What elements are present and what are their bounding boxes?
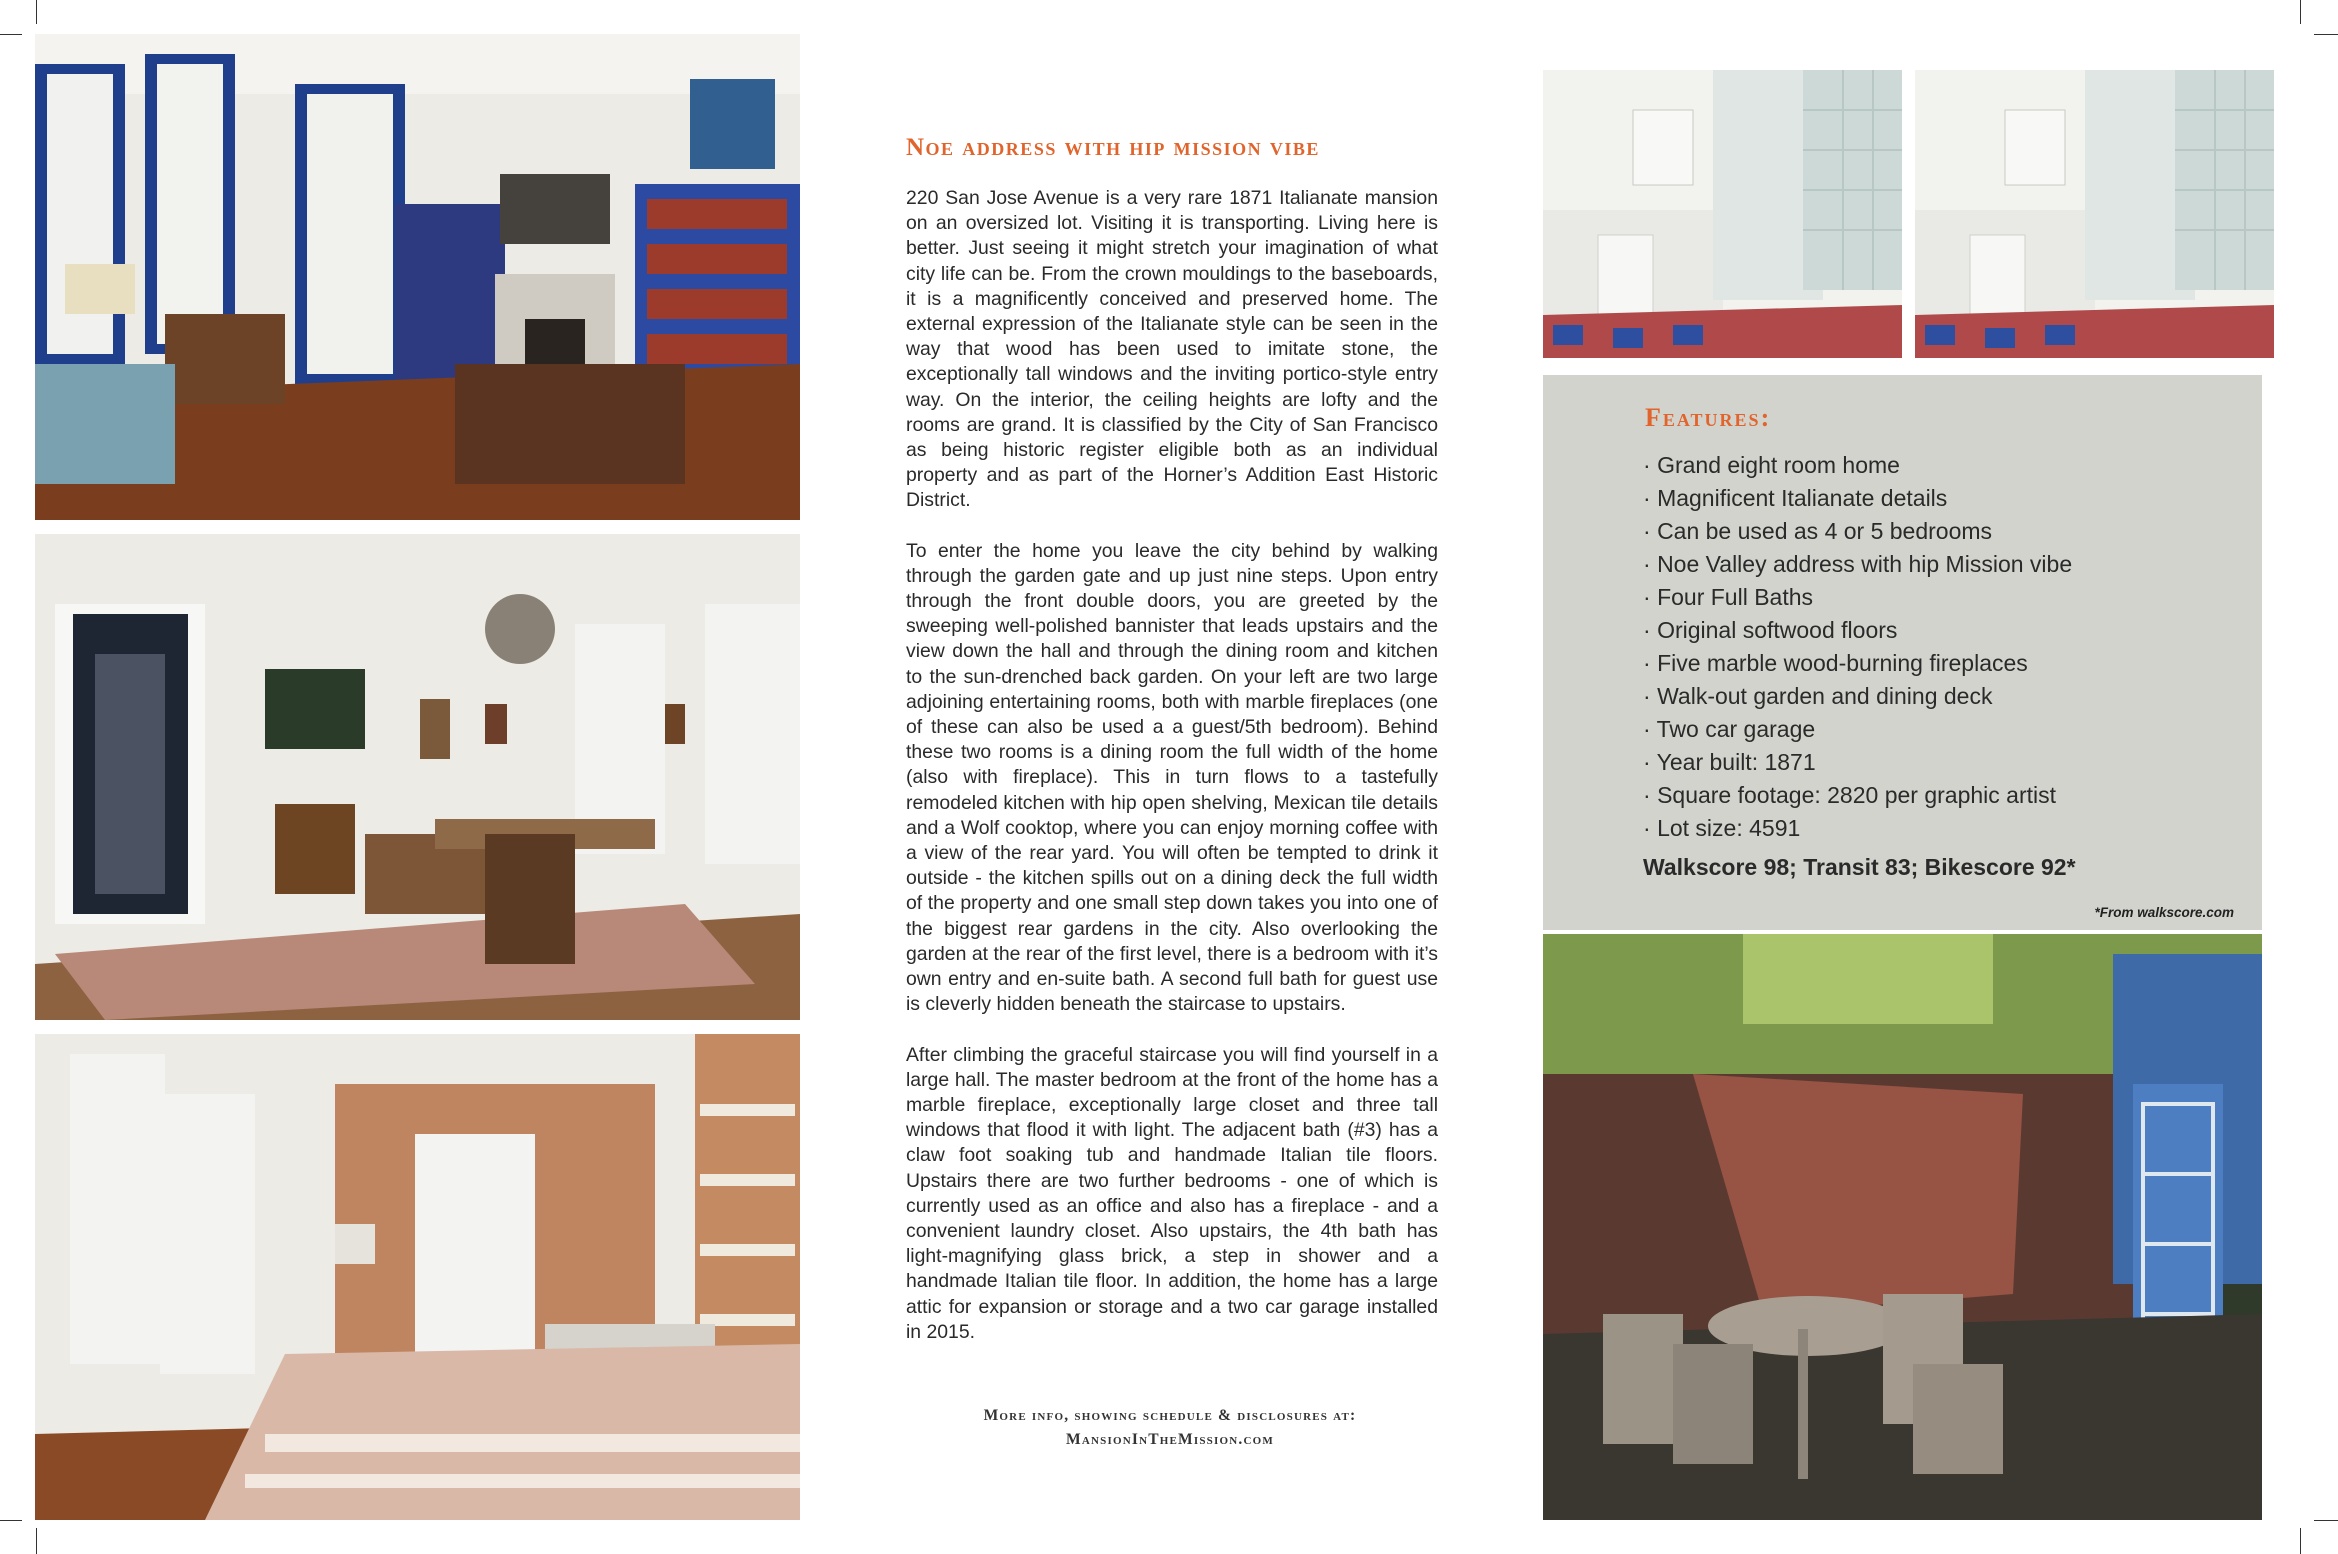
crop-mark <box>2314 1520 2338 1521</box>
crop-mark <box>0 1520 22 1521</box>
feature-item: · Year built: 1871 <box>1643 746 2072 779</box>
feature-item: · Magnificent Italianate details <box>1643 482 2072 515</box>
feature-item: · Original softwood floors <box>1643 614 2072 647</box>
dining-room-photo <box>35 534 800 1020</box>
feature-item: · Walk-out garden and dining deck <box>1643 680 2072 713</box>
feature-item: · Grand eight room home <box>1643 449 2072 482</box>
garden-deck-photo <box>1543 934 2262 1520</box>
article-body <box>906 186 1438 1370</box>
feature-item: · Four Full Baths <box>1643 581 2072 614</box>
article-paragraph: To enter the home you leave the city behind by walking through the garden gate and up just nine steps. Upon entry through the front double doors, you are greeted by the sweeping well-polished bannister that leads upstairs and the view down the hall and through the dining room and kitchen to the sun-drenched back garden. On your left are two large adjoining entertaining rooms, both with marble fireplaces (one of these can also be used a a guest/5th bedroom). Behind these two rooms is a dining room the full width of the home (also with fireplace). This in turn flows to a tastefully remodeled kitchen with hip open shelving, Mexican tile details and a Wolf cooktop, where you can enjoy morning coffee with a view of the rear yard. You will often be tempted to drink it outside - the kitchen spills out on a dining deck the full width of the property and one small step down takes you into one of the biggest rear gardens in the city. Also overlooking the garden at the rear of the first level, there is a bedroom with it’s own entry and en-suite bath. A second full bath for guest use is cleverly hidden beneath the staircase to upstairs. <box>906 539 1438 1016</box>
more-info-text: More info, showing schedule & disclosures at: <box>983 1407 1357 1424</box>
article-heading: Noe address with hip mission vibe <box>906 134 1320 161</box>
website-link[interactable]: MansionInTheMission.com <box>1066 1431 1274 1448</box>
crop-mark <box>36 1528 37 1554</box>
article-paragraph: After climbing the graceful staircase you will find yourself in a large hall. The master bedroom at the front of the home has a marble fireplace, exceptionally large closet and three tall windows that flood it with light. The adjacent bath (#3) has a claw foot soaking tub and handmade Italian tile floors. Upstairs there are two further bedrooms - one of which is currently used as an office and also has a fireplace - and a convenient laundry closet. Also upstairs, the 4th bath has light-magnifying glass brick, a step in shower and a handmade Italian tile floor. In addition, the home has a large attic for expansion or storage and a two car garage installed in 2015. <box>906 1043 1438 1343</box>
article-paragraph: 220 San Jose Avenue is a very rare 1871 Italianate mansion on an oversized lot. Visiting it is transporting. Living here is better. Just seeing it might stretch your imagination of what city life can be. From the crown mouldings to the baseboards, it is a magnificently conceived and preserved home. The external expression of the Italianate style can be seen in the way that wood has been used to imitate stone, the exceptionally tall windows and the inviting portico-style entry way. On the interior, the ceiling heights are lofty and the rooms are grand. It is classified by the City of San Francisco as being historic register eligible both as an individual property and as part of the Horner’s Addition East Historic District. <box>906 187 1438 512</box>
feature-item: · Can be used as 4 or 5 bedrooms <box>1643 515 2072 548</box>
living-room-photo <box>35 34 800 520</box>
bedroom-photo <box>35 1034 800 1520</box>
feature-item: · Five marble wood-burning fireplaces <box>1643 647 2072 680</box>
features-panel <box>1543 375 2262 930</box>
more-info-block <box>890 1404 1450 1452</box>
walkscore-footnote: *From walkscore.com <box>2094 905 2234 920</box>
features-title: Features: <box>1645 403 1772 432</box>
crop-mark <box>2300 1528 2301 1554</box>
feature-item: · Lot size: 4591 <box>1643 812 2072 845</box>
feature-item: · Square footage: 2820 per graphic artist <box>1643 779 2072 812</box>
shower-photo <box>1915 70 2274 358</box>
bathroom-photo <box>1543 70 1902 358</box>
feature-item: · Two car garage <box>1643 713 2072 746</box>
walkscore-line: Walkscore 98; Transit 83; Bikescore 92* <box>1643 854 2076 880</box>
crop-mark <box>2300 0 2301 24</box>
crop-mark <box>2314 34 2338 35</box>
crop-mark <box>36 0 37 24</box>
features-list <box>1643 449 2072 845</box>
crop-mark <box>0 34 22 35</box>
feature-item: · Noe Valley address with hip Mission vibe <box>1643 548 2072 581</box>
